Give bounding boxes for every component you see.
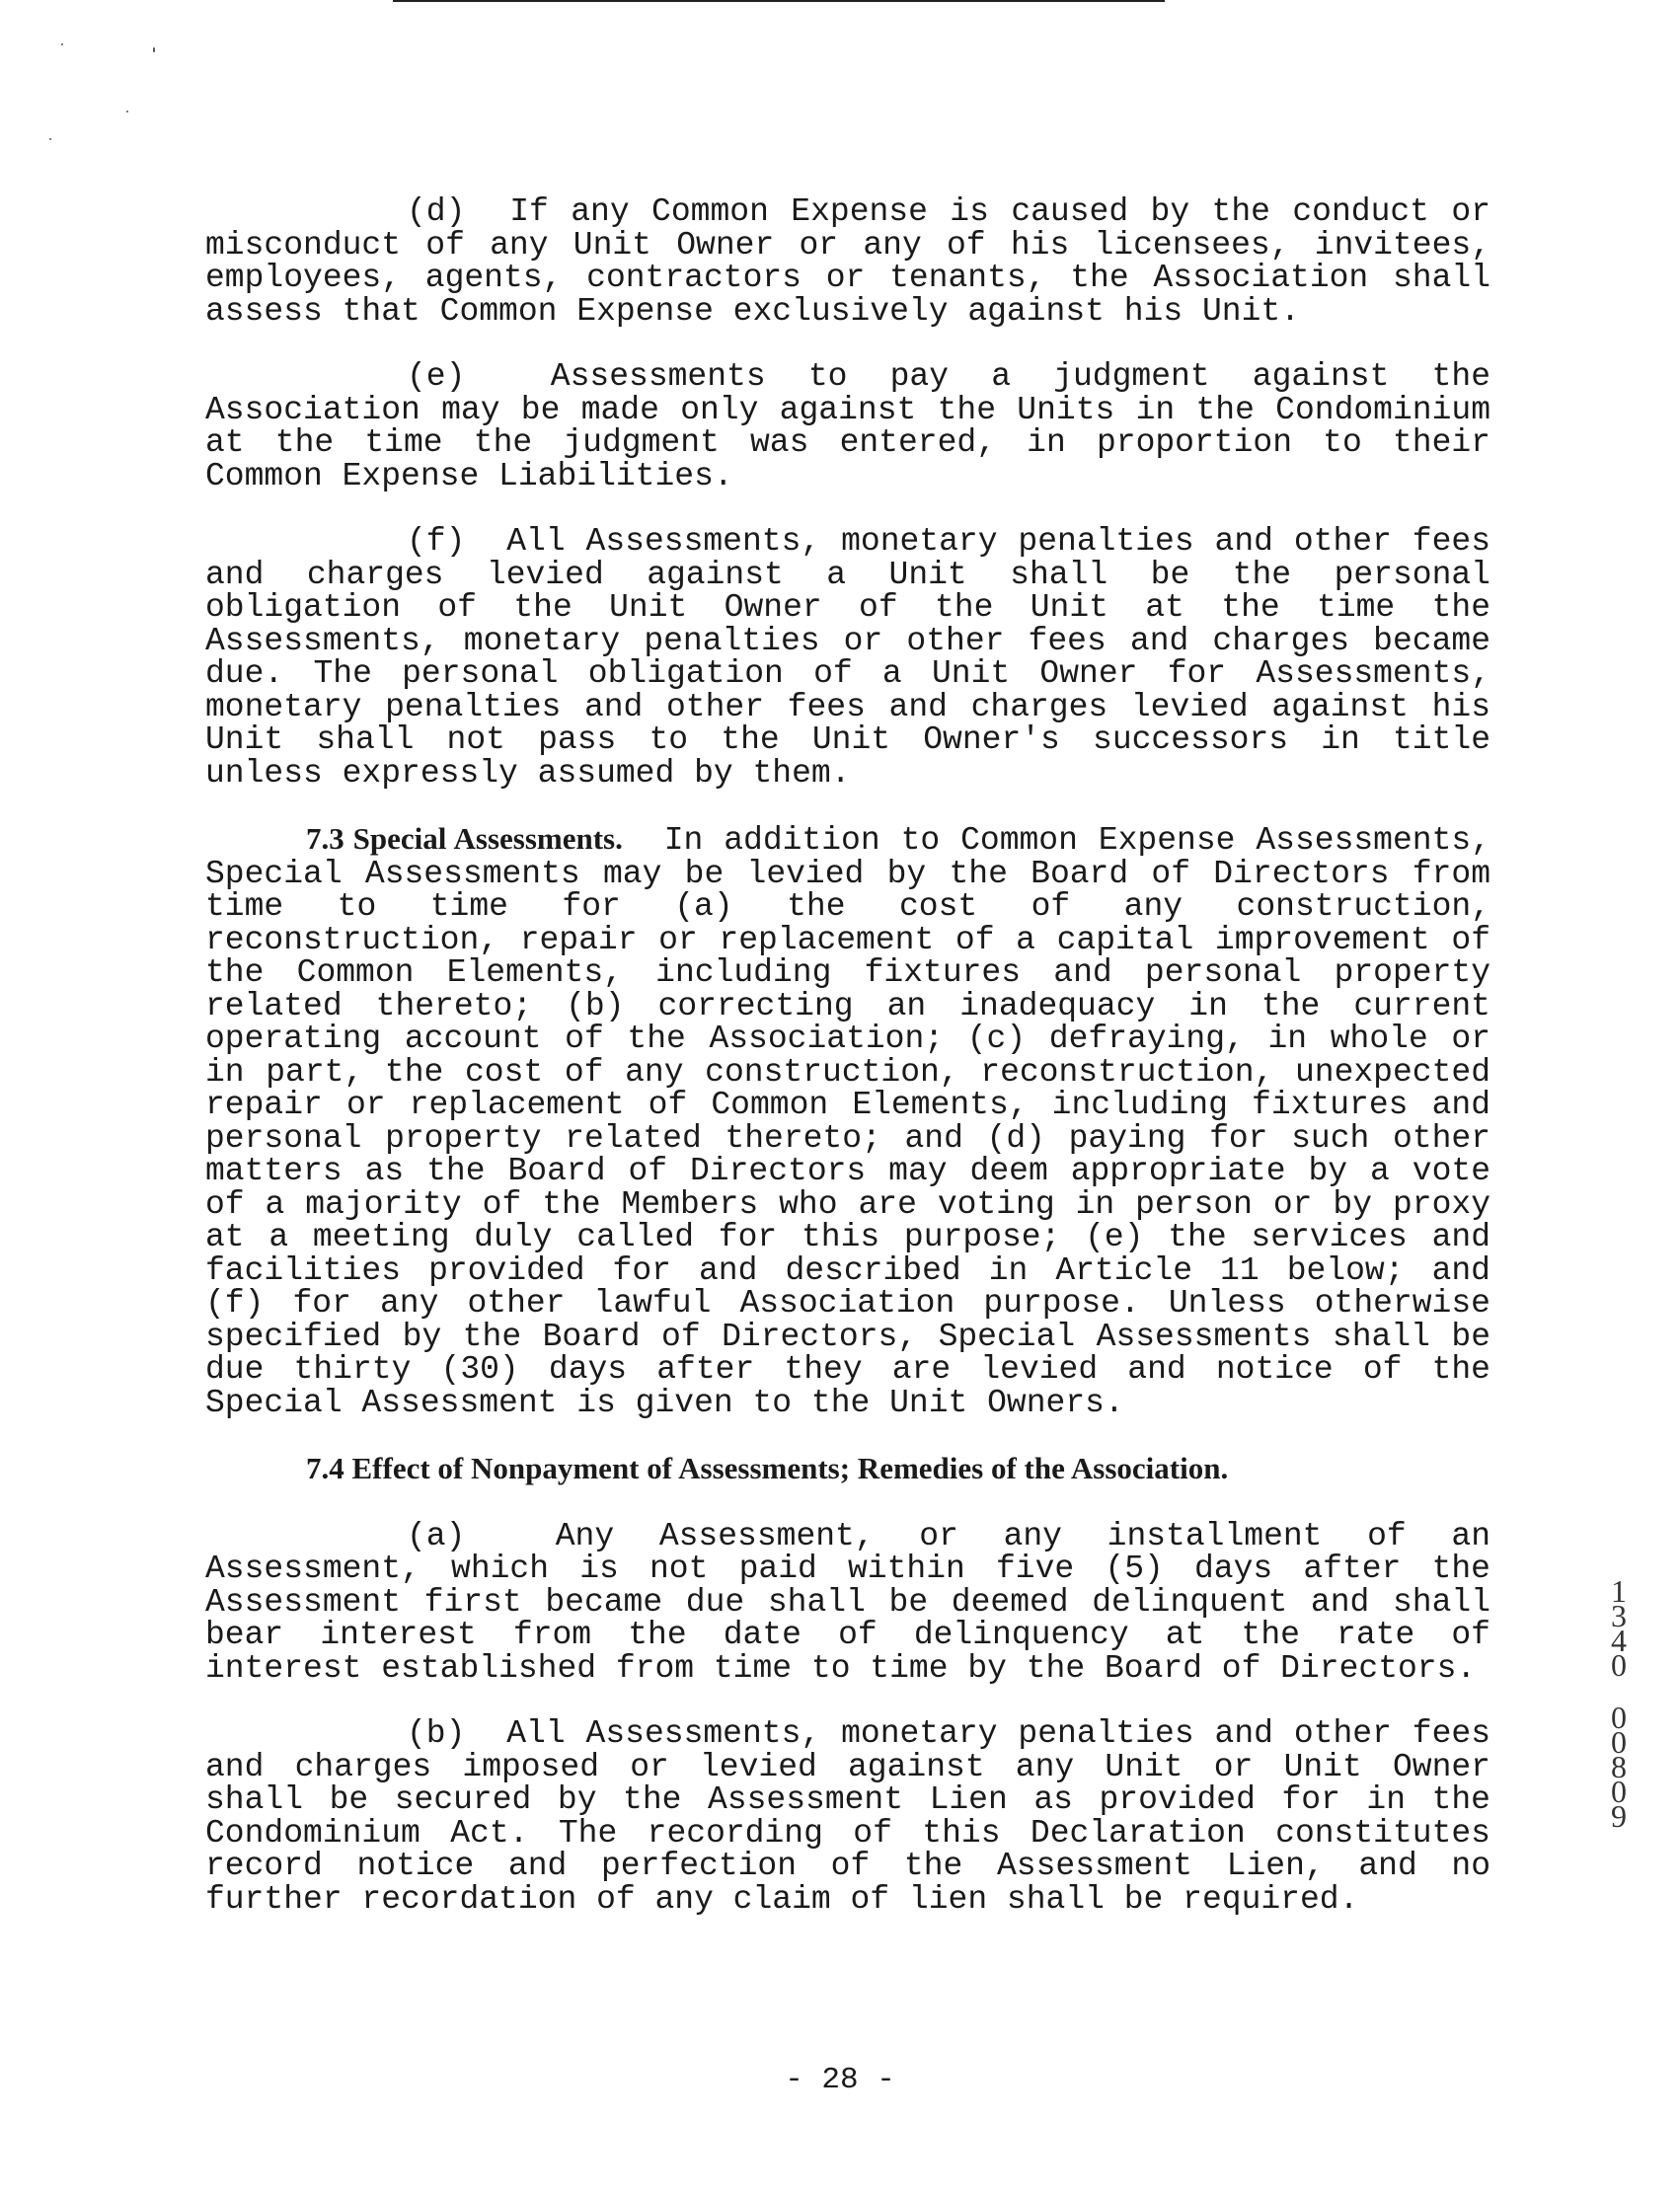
paragraph-text: Any Assessment, or any installment of an Assessment, which is not paid within five (5) days after the Assessment first became due shall be deemed delinquent and shall bear interest from the date of delinquency at the rate of interest established from time to time by the Board of Directors. [205, 1517, 1490, 1687]
document-body [205, 195, 1490, 1948]
section-7-4-heading [205, 1452, 1490, 1487]
paragraph-label: (b) [407, 1715, 466, 1752]
section-text: In addition to Common Expense Assessments, Special Assessments may be levied by the Board of Directors from time to time for (a) the cost of any construction, reconstruction, repair or replacement of a capital improvement of the Common Elements, including fixtures and personal property related thereto; (b) correcting an inadequacy in the current operating account of the Association; (c) defraying, in whole or in part, the cost of any construction, reconstruction, unexpected repair or replacement of Common Elements, including fixtures and personal property related thereto; and (d) paying for such other matters as the Board of Directors may deem appropriate by a vote of a majority of the Members who are voting in person or by proxy at a meeting duly called for this purpose; (e) the services and facilities provided for and described in Article 11 below; and (f) for any other lawful Association purpose. Unless otherwise specified by the Board of Directors, Special Assessments shall be due thirty (30) days after they are levied and notice of the Special Assessment is given to the Unit Owners. [205, 822, 1490, 1421]
stamp-part-1: 1340 [1611, 1573, 1627, 1683]
paragraph-label: (f) [407, 523, 466, 560]
scan-speck [61, 43, 63, 45]
paragraph-b [205, 1717, 1490, 1916]
paragraph-text: All Assessments, monetary penalties and other fees and charges imposed or levied against any Unit or Unit Owner shall be secured by the Assessment Lien as provided for in the Condominium Act. The recording of this Declaration constitutes record notice and perfection of the Assessment Lien, and no further recordation of any claim of lien shall be required. [205, 1715, 1490, 1918]
paragraph-d [205, 195, 1490, 328]
page-number: - 28 - [785, 2063, 895, 2097]
section-heading: 7.3 Special Assessments. [306, 821, 623, 856]
section-7-3 [205, 822, 1490, 1419]
top-scan-line [393, 0, 1165, 2]
margin-stamp [1604, 1573, 1634, 1834]
paragraph-f [205, 525, 1490, 790]
paragraph-text: Assessments to pay a judgment against the Association may be made only against the Units in the Condominium at the time the judgment was entered, in proportion to their Common Expense Liabilities. [205, 358, 1491, 494]
scan-speck [153, 47, 155, 52]
paragraph-e [205, 360, 1490, 492]
section-heading: 7.4 Effect of Nonpayment of Assessments; Remedies of the Association. [306, 1451, 1229, 1485]
paragraph-label: (d) [407, 193, 466, 230]
paragraph-label: (a) [407, 1517, 466, 1554]
scan-speck [49, 138, 51, 140]
paragraph-label: (e) [407, 358, 466, 395]
scan-speck [126, 111, 128, 113]
paragraph-a [205, 1517, 1490, 1687]
stamp-part-2: 00809 [1611, 1700, 1627, 1834]
paragraph-text: If any Common Expense is caused by the conduct or misconduct of any Unit Owner or any of his licensees, invitees, employees, agents, contractors or tenants, the Association shall assess that Common Expense exclusively against his Unit. [205, 193, 1490, 330]
paragraph-text: All Assessments, monetary penalties and other fees and charges levied against a Unit shall be the personal obligation of the Unit Owner of the Unit at the time the Assessments, monetary penalties or other fees and charges became due. The personal obligation of a Unit Owner for Assessments, monetary penalties and other fees and charges levied against his Unit shall not pass to the Unit Owner's successors in title unless expressly assumed by them. [205, 523, 1490, 792]
